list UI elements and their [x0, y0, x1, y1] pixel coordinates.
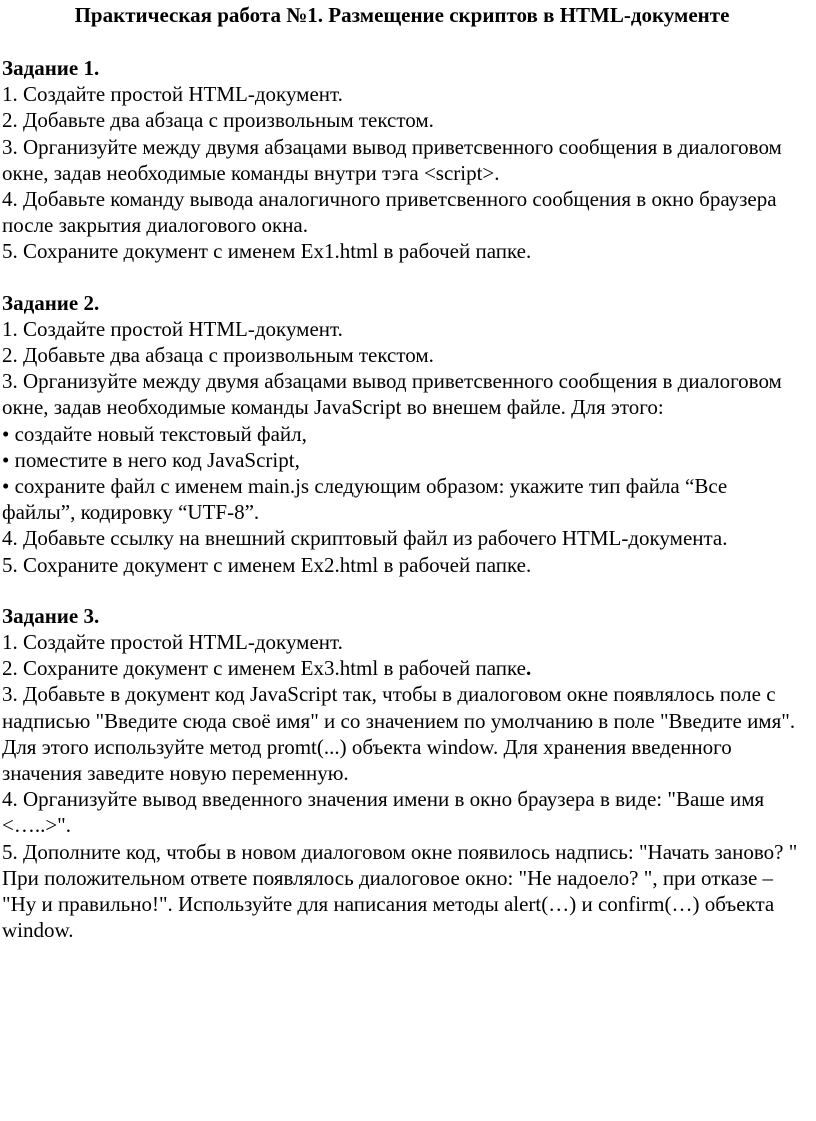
task-1-heading: Задание 1.	[2, 56, 100, 80]
task-1	[2, 55, 802, 265]
task-2-step-5: 5. Сохраните документ с именем Ex2.html в рабочей папке.	[2, 552, 532, 577]
task-1-step-4: 4. Добавьте команду вывода аналогичного приветсвенного сообщения в окно браузера после закрытия диалогового окна.	[2, 187, 777, 238]
task-1-step-3: 3. Организуйте между двумя абзацами вывод приветсвенного сообщения в диалоговом окне, задав необходимые команды внутри тэга <script>.	[2, 134, 782, 185]
task-3-step-3: 3. Добавьте в документ код JavaScript так, чтобы в диалоговом окне появлялось поле с надписью "Введите сюда своё имя" и со значением по умолчанию в поле "Введите имя". Для этого используйте метод promt(...) объекта window. Для хранения введенного значения заведите новую переменную.	[2, 682, 796, 786]
task-2-heading: Задание 2.	[2, 290, 100, 315]
task-2	[2, 290, 802, 578]
task-3-step-1: 1. Создайте простой HTML-документ.	[2, 630, 343, 655]
task-3-heading: Задание 3.	[2, 603, 100, 628]
document-title: Практическая работа №1. Размещение скриптов в HTML-документе	[74, 3, 730, 27]
task-2-bullet-3: • сохраните файл с именем main.js следующим образом: укажите тип файла “Все файлы”, кодировку “UTF-8”.	[2, 474, 728, 525]
task-1-step-5: 5. Сохраните документ с именем Ex1.html в рабочей папке.	[2, 239, 532, 264]
task-2-step-1: 1. Создайте простой HTML-документ.	[2, 316, 343, 341]
task-3-step-5: 5. Дополните код, чтобы в новом диалоговом окне появилось надпись: "Начать заново? " При положительном ответе появлялось диалоговое окно: "Не надоело? ", при отказе – "Ну и правильно!". Используйте для написания методы alert(…) и confirm(…) объекта window.	[2, 839, 798, 943]
task-1-step-1: 1. Создайте простой HTML-документ.	[2, 82, 343, 107]
task-3	[2, 603, 802, 944]
task-2-step-4: 4. Добавьте ссылку на внешний скриптовый файл из рабочего HTML-документа.	[2, 526, 728, 551]
task-2-bullet-2: • поместите в него код JavaScript,	[2, 447, 300, 472]
task-3-step-2-text: 2. Сохраните документ с именем Ex3.html в рабочей папке	[2, 656, 526, 681]
task-2-bullet-1: • создайте новый текстовый файл,	[2, 421, 307, 446]
task-2-step-3: 3. Организуйте между двумя абзацами вывод приветсвенного сообщения в диалоговом окне, задав необходимые команды JavaScript во внешем файле. Для этого:	[2, 369, 782, 420]
task-1-step-2: 2. Добавьте два абзаца с произвольным текстом.	[2, 108, 434, 133]
task-3-step-2-bold-dot: .	[526, 656, 532, 681]
task-3-step-2	[2, 655, 802, 681]
task-3-step-4: 4. Организуйте вывод введенного значения имени в окно браузера в виде: "Ваше имя <…..>".	[2, 787, 765, 838]
task-2-step-2: 2. Добавьте два абзаца с произвольным текстом.	[2, 343, 434, 368]
